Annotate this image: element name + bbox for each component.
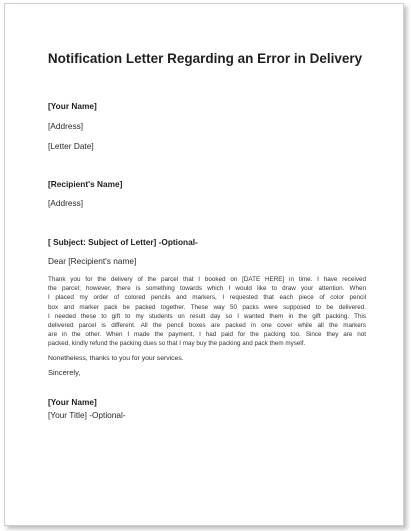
- body-line: I placed my order of colored pencils and markers, I requested that each piece of color pencil: [48, 294, 366, 302]
- recipient-name: [Recipient's Name]: [48, 179, 123, 189]
- salutation: Dear [Recipient's name]: [48, 256, 137, 266]
- body-line: the parcel; however, there is something towards which I would like to draw your attention. When: [48, 285, 366, 293]
- signature-title: [Your Title] -Optional-: [48, 410, 126, 420]
- body-line: packed, kindly refund the packing dues so that I may buy the packing and pack them myself.: [48, 340, 306, 348]
- body-line: delivered parcel is different. All the pencil boxes are packed in one cover while all the markers: [48, 322, 366, 330]
- body-line: Thank you for the delivery of the parcel that I booked on [DATE HERE] in time. I have received: [48, 276, 366, 283]
- letter-body: [48, 275, 366, 349]
- subject-line: [ Subject: Subject of Letter] -Optional-: [48, 237, 198, 247]
- recipient-address: [Address]: [48, 198, 84, 208]
- sender-name: [Your Name]: [48, 101, 97, 111]
- letter-title: Notification Letter Regarding an Error in Delivery: [47, 51, 363, 66]
- letter-page: [4, 3, 404, 526]
- body-line: I needed these to gift to my students on result day so I wanted them in the gift packing. This: [48, 312, 366, 320]
- sender-address: [Address]: [48, 121, 84, 131]
- body-line: box and marker pack be packed together. These way 50 packs were supposed to be delivered.: [48, 303, 366, 311]
- signature-name: [Your Name]: [48, 397, 97, 407]
- closing-note: Nonetheless, thanks to you for your services.: [48, 355, 184, 362]
- body-line: are in the other. When I made the payment, I had paid for the packing too. Since they are not: [48, 331, 366, 339]
- complimentary-close: Sincerely,: [48, 368, 81, 377]
- letter-date: [Letter Date]: [48, 141, 94, 151]
